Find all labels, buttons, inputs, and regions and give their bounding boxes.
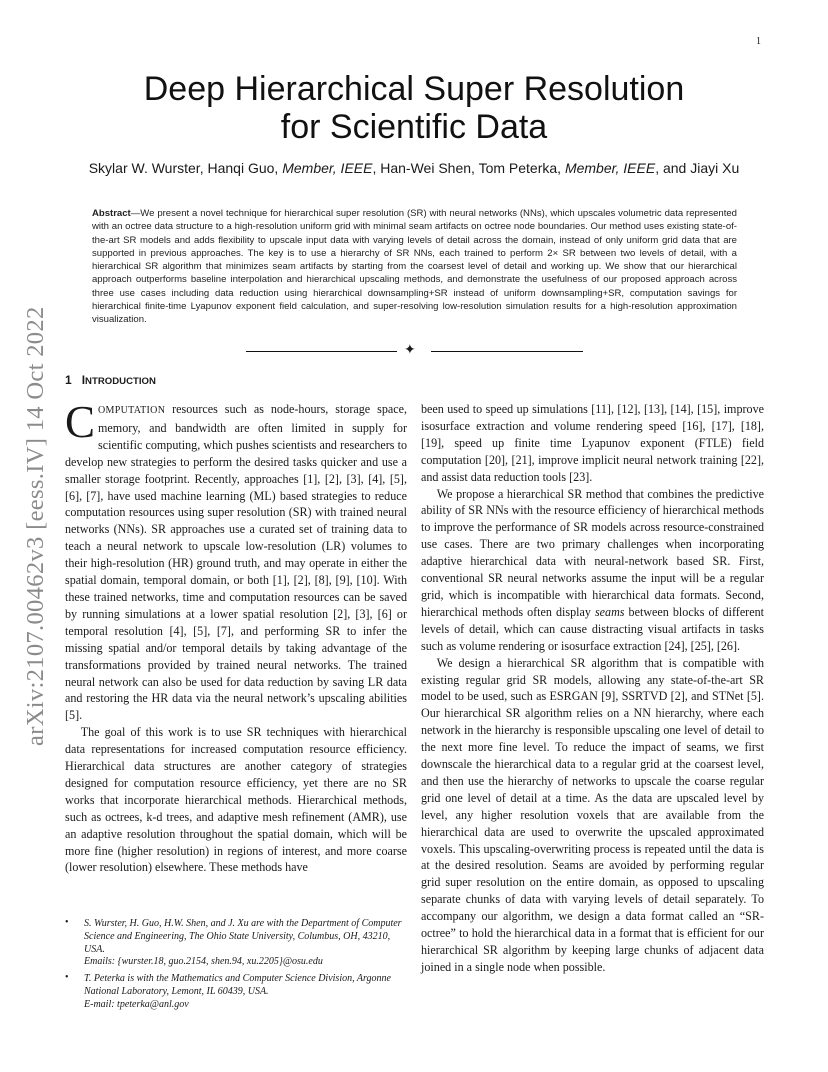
arxiv-identifier: arXiv:2107.00462v3 [eess.IV] 14 Oct 2022 <box>22 306 49 746</box>
intro-paragraph-4 <box>421 486 764 655</box>
authors-part-1: Skylar W. Wurster, Hanqi Guo, <box>88 160 283 176</box>
paper-title <box>0 70 828 146</box>
footnote-bullet: • <box>65 917 69 928</box>
footnotes <box>65 918 407 1016</box>
footnote-osu-emails: Emails: {wurster.18, guo.2154, shen.94, xu.2205}@osu.edu <box>84 956 323 968</box>
right-column <box>421 401 764 976</box>
section-initial: I <box>81 373 86 387</box>
footnote-rule <box>65 908 407 910</box>
footnote-anl-text: T. Peterka is with the Mathematics and Computer Science Division, Argonne National Laboratory, Lemont, IL 60439, USA. <box>84 973 391 997</box>
separator-star-icon: ✦ <box>404 342 416 358</box>
emphasis-seams: seams <box>594 604 625 619</box>
intro-paragraph-1 <box>65 397 407 724</box>
footnote-anl <box>65 973 407 1011</box>
authors-part-2: , Han-Wei Shen, Tom Peterka, <box>372 160 565 176</box>
abstract-label: Abstract <box>92 208 131 219</box>
footnote-osu <box>65 918 407 969</box>
left-column <box>65 397 407 876</box>
page-number: 1 <box>756 36 761 47</box>
author-list <box>0 160 828 176</box>
intro-paragraph-5: We design a hierarchical SR algorithm that is compatible with existing regular grid SR models, allowing any state-of-the-art SR model to be used, such as ESRGAN [9], SSRTVD [2], and STNet [5]. Our hierarchical SR algorithm relies on a NN hierarchy, where each network in the hierarchy is responsible upscaling one level of detail to the next more fine level. To reduce the impact of seams, we first downscale the hierarchical data to a regular grid at the coarsest level, and then use the hierarchy of networks to upscale the coarse regular grid one level of detail at a time. As the data are upscaled level by level, any higher resolution voxels that are available from the hierarchical data are used to overwrite the upscaled approximated voxels. This upscaling-overwriting process is repeated until the data is at the desired resolution. Seams are avoided by performing regular grid super resolution on the entire domain, as opposed to upscaling separate chunks of data with varying levels of detail separately. To accompany our algorithm, we design a data format called an “SR-octree” to hold the hierarchical data in a format that is efficient for our hierarchical SR algorithm by keeping large chunks of adjacent data joined in a single node when possible. <box>421 655 764 974</box>
intro-paragraph-3: been used to speed up simulations [11], [12], [13], [14], [15], improve isosurface extraction and volume rendering speed [16], [17], [18], [19], speed up finite time Lyapunov exponent (FTLE) field computation [20], [21], improve implicit neural network training [22], and assist data reduction tools [23]. <box>421 402 764 484</box>
intro-paragraph-1-text: resources such as node-hours, storage space, memory, and bandwidth are often limited in supply for scientific computing, which pushes scientists and researchers to develop new strategies to perform the desired tasks quicker and use a smaller storage footprint. Recently, approaches [1], [2], [3], [4], [5], [6], [7], have used machine learning (ML) based strategies to reduce computation resources using super resolution (SR) with trained neural networks (NNs). SR approaches use a curated set of training data to teach a neural network to upscale low-resolution (LR) volumes to their high-resolution (HR) ground truth, and may operate in either the spatial domain, temporal domain, or both [1], [2], [8], [9], [10]. With these trained networks, time and computation resources can be saved by running simulations at a lower spatial resolution [2], [3], [6] or temporal resolution [4], [5], [7], and performing SR to infer the missing spatial and/or temporal details by taking advantage of the transformations provided by trained neural networks. The trained neural network can also be used for data reduction by saving LR data and restoring the HR data via the neural network’s upscaling abilities [5]. <box>65 402 407 723</box>
separator-line-left <box>246 351 397 352</box>
intro-paragraph-2: The goal of this work is to use SR techniques with hierarchical data representations for increased computation resource efficiency. Hierarchical data structures are another category of strategies designed for computation resource efficiency, yet there are no SR works that incorporate hierarchical methods. Hierarchical methods, such as octrees, k-d trees, and adaptive mesh refinement (AMR), use an adaptive resolution throughout the spatial domain, which will be more fine (higher resolution) in regions of interest, and more coarse (lower resolution) elsewhere. These methods have <box>65 725 407 875</box>
section-number: 1 <box>65 373 72 387</box>
footnote-bullet: • <box>65 972 69 984</box>
intro-paragraph-4-start: We propose a hierarchical SR method that combines the predictive ability of SR NNs with the resource efficiency of hierarchical methods to improve the performance of SR models across resource-constrained use cases. There are two primary challenges when incorporating adaptive hierarchical data with neural-network based SR. First, conventional SR neural networks assume the input will be a regular grid, which is incompatible with hierarchical data formats. Second, hierarchical methods often display <box>421 486 764 619</box>
footnote-osu-text: S. Wurster, H. Guo, H.W. Shen, and J. Xu are with the Department of Computer Science and Engineering, The Ohio State University, Columbus, OH, 43210, USA. <box>84 918 402 955</box>
drop-cap: C <box>65 397 96 447</box>
title-line-2: for Scientific Data <box>280 108 548 146</box>
section-title-rest: NTRODUCTION <box>85 376 156 387</box>
lead-small-caps: OMPUTATION <box>98 405 166 416</box>
abstract-text: —We present a novel technique for hierarchical super resolution (SR) with neural networks (NNs), which upscales volumetric data represented with an octree data structure to a high-resolution uniform grid with minimal seam artifacts on octree node boundaries. Our method uses existing state-of-the-art SR models and adds flexibility to upscale input data with varying levels of detail across the domain, instead of only uniform grid data that are supported in previous approaches. The key is to use a hierarchy of SR NNs, each trained to perform 2× SR between two levels of detail, with a hierarchical SR algorithm that minimizes seam artifacts by starting from the coarsest level of detail and working up. We show that our hierarchical approach outperforms baseline interpolation and hierarchical upscaling methods, and demonstrate the usefulness of our proposed approach across three use cases including data reduction using hierarchical downsampling+SR instead of uniform downsampling+SR, computation savings for hierarchical finite-time Lyapunov exponent field calculation, and super-resolving low-resolution simulation results for a high-resolution approximation visualization. <box>92 208 737 326</box>
title-line-1: Deep Hierarchical Super Resolution <box>143 70 685 108</box>
footnote-anl-email: E-mail: tpeterka@anl.gov <box>84 998 189 1010</box>
author-member-title-1: Member, IEEE <box>282 160 373 176</box>
section-heading <box>65 373 156 387</box>
intro-paragraph-4-end: between blocks of different levels of detail, which can cause distracting visual artifacts in tasks such as volume rendering or isosurface extraction [24], [25], [26]. <box>421 604 764 653</box>
abstract <box>92 207 737 327</box>
authors-part-3: , and Jiayi Xu <box>655 160 740 176</box>
separator-line-right <box>431 351 583 352</box>
author-member-title-2: Member, IEEE <box>564 160 656 176</box>
